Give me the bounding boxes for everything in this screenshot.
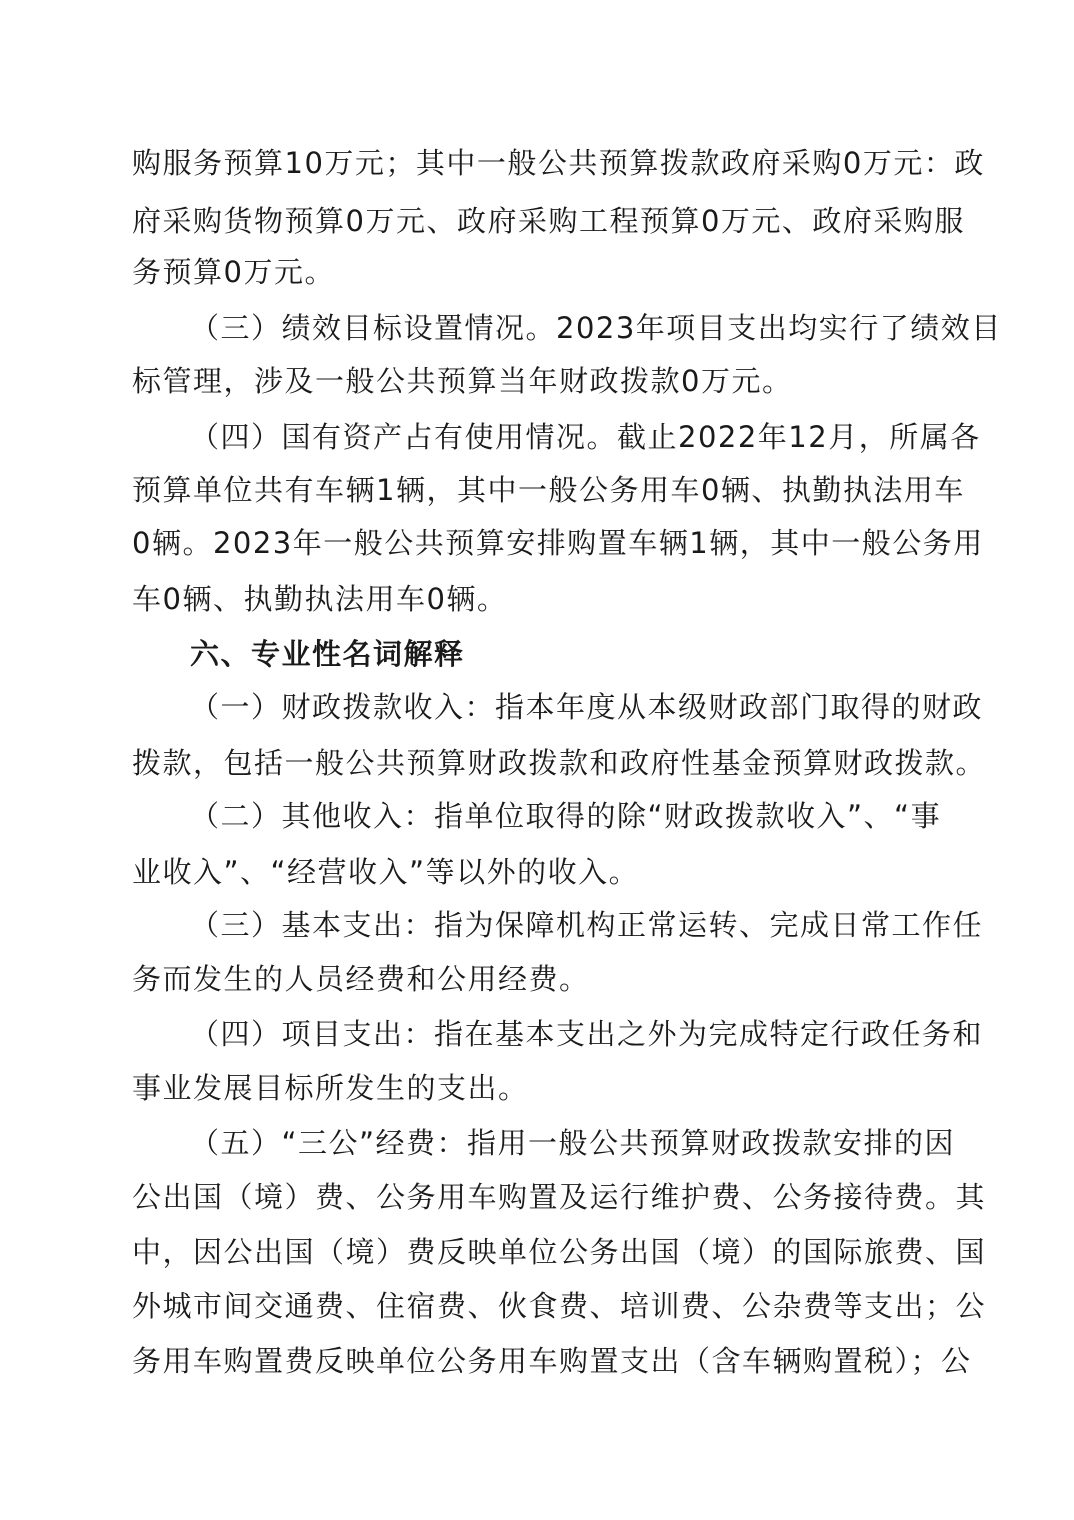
text-line: （四）项目支出：指在基本支出之外为完成特定行政任务和 [190, 1017, 984, 1051]
text-line: 车0辆、执勤执法用车0辆。 [132, 582, 508, 616]
text-line: 业收入”、“经营收入”等以外的收入。 [132, 855, 640, 889]
text-line: 务而发生的人员经费和公用经费。 [132, 962, 590, 996]
text-line: （二）其他收入：指单位取得的除“财政拨款收入”、“事 [190, 799, 942, 833]
text-line: （一）财政拨款收入：指本年度从本级财政部门取得的财政 [190, 690, 984, 724]
text-line: （三）基本支出：指为保障机构正常运转、完成日常工作任 [190, 908, 984, 942]
text-line: 拨款，包括一般公共预算财政拨款和政府性基金预算财政拨款。 [132, 746, 987, 780]
text-line: 公出国（境）费、公务用车购置及运行维护费、公务接待费。其 [132, 1180, 987, 1214]
text-line: （三）绩效目标设置情况。2023年项目支出均实行了绩效目 [190, 311, 1002, 345]
text-line: 事业发展目标所发生的支出。 [132, 1071, 529, 1105]
text-line: 务用车购置费反映单位公务用车购置支出（含车辆购置税）；公 [132, 1344, 972, 1378]
text-line: （四）国有资产占有使用情况。截止2022年12月，所属各 [190, 420, 981, 454]
text-line: 标管理，涉及一般公共预算当年财政拨款0万元。 [132, 364, 793, 398]
text-line: （五）“三公”经费：指用一般公共预算财政拨款安排的因 [190, 1126, 956, 1160]
text-line: 府采购货物预算0万元、政府采购工程预算0万元、政府采购服 [132, 204, 965, 238]
text-line: 务预算0万元。 [132, 255, 335, 289]
text-line: 中，因公出国（境）费反映单位公务出国（境）的国际旅费、国 [132, 1235, 987, 1269]
text-line: 预算单位共有车辆1辆，其中一般公务用车0辆、执勤执法用车 [132, 473, 965, 507]
text-line: 购服务预算10万元；其中一般公共预算拨款政府采购0万元：政 [132, 146, 985, 180]
section-heading: 六、专业性名词解释 [190, 637, 465, 671]
text-line: 0辆。2023年一般公共预算安排购置车辆1辆，其中一般公务用 [132, 526, 984, 560]
text-line: 外城市间交通费、住宿费、伙食费、培训费、公杂费等支出；公 [132, 1289, 987, 1323]
